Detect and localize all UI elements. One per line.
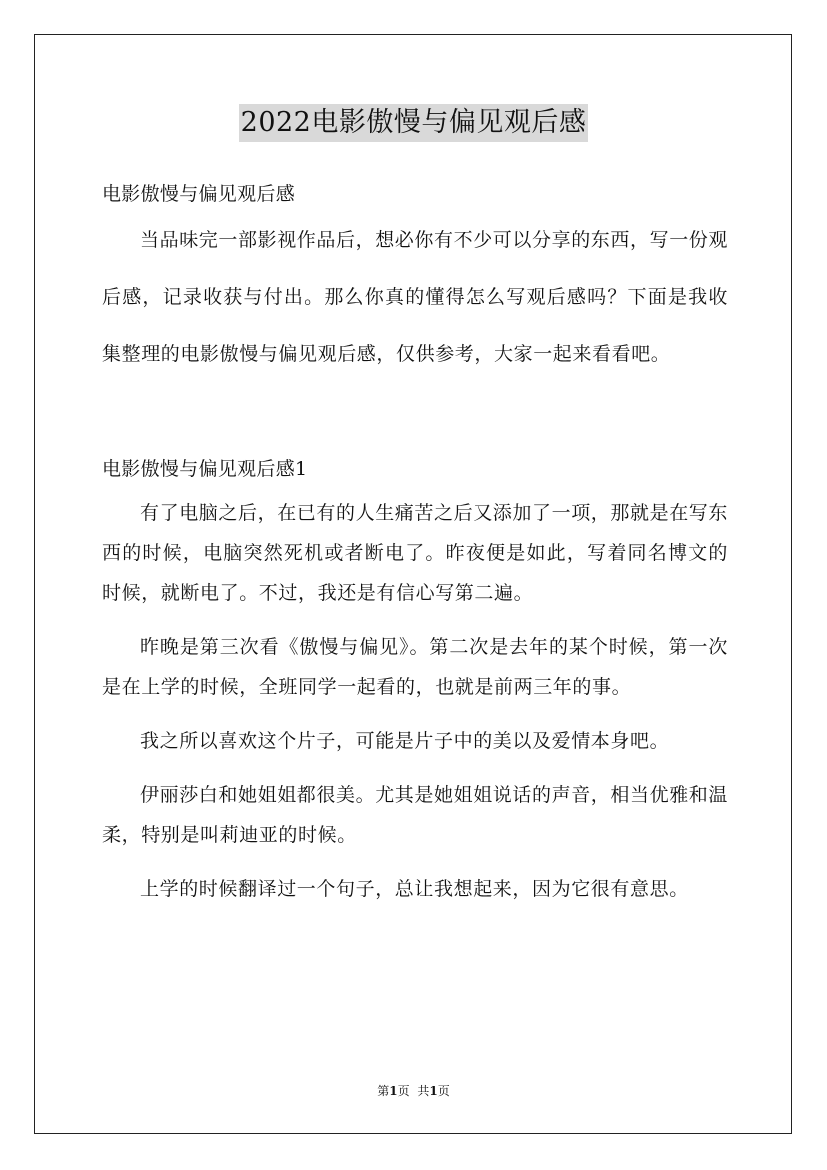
page-prefix: 第 xyxy=(377,1084,390,1098)
total-suffix: 页 xyxy=(437,1084,450,1098)
document-body xyxy=(102,176,728,909)
page-footer xyxy=(0,1082,827,1100)
section-1-paragraph: 有了电脑之后，在已有的人生痛苦之后又添加了一项，那就是在写东西的时候，电脑突然死机或者断电了。昨夜便是如此，写着同名博文的时候，就断电了。不过，我还是有信心写第二遍。 xyxy=(102,502,729,604)
section-1-heading: 电影傲慢与偏见观后感1 xyxy=(102,458,308,480)
section-spacer xyxy=(102,383,728,451)
section-1-paragraph: 昨晚是第三次看《傲慢与偏见》。第二次是去年的某个时候，第一次是在上学的时候，全班同学一起看的，也就是前两三年的事。 xyxy=(102,636,728,698)
total-pages: 1 xyxy=(429,1084,438,1098)
section-1-paragraph: 伊丽莎白和她姐姐都很美。尤其是她姐姐说话的声音，相当优雅和温柔，特别是叫莉迪亚的时候。 xyxy=(102,784,729,846)
page-number: 1 xyxy=(389,1084,398,1098)
intro-paragraph: 当品味完一部影视作品后，想必你有不少可以分享的东西，写一份观后感，记录收获与付出。那么你真的懂得怎么写观后感吗？下面是我收集整理的电影傲慢与偏见观后感，仅供参考，大家一起来看看吧。 xyxy=(102,229,729,365)
page-suffix: 页 xyxy=(397,1084,410,1098)
section-1 xyxy=(102,451,728,909)
intro-heading: 电影傲慢与偏见观后感 xyxy=(102,183,296,205)
title-container xyxy=(0,104,827,142)
document-title: 2022电影傲慢与偏见观后感 xyxy=(239,104,589,142)
total-prefix: 共 xyxy=(417,1084,430,1098)
section-1-paragraph: 上学的时候翻译过一个句子，总让我想起来，因为它很有意思。 xyxy=(140,878,689,900)
section-1-paragraph: 我之所以喜欢这个片子，可能是片子中的美以及爱情本身吧。 xyxy=(140,730,670,752)
intro-section xyxy=(102,176,728,383)
